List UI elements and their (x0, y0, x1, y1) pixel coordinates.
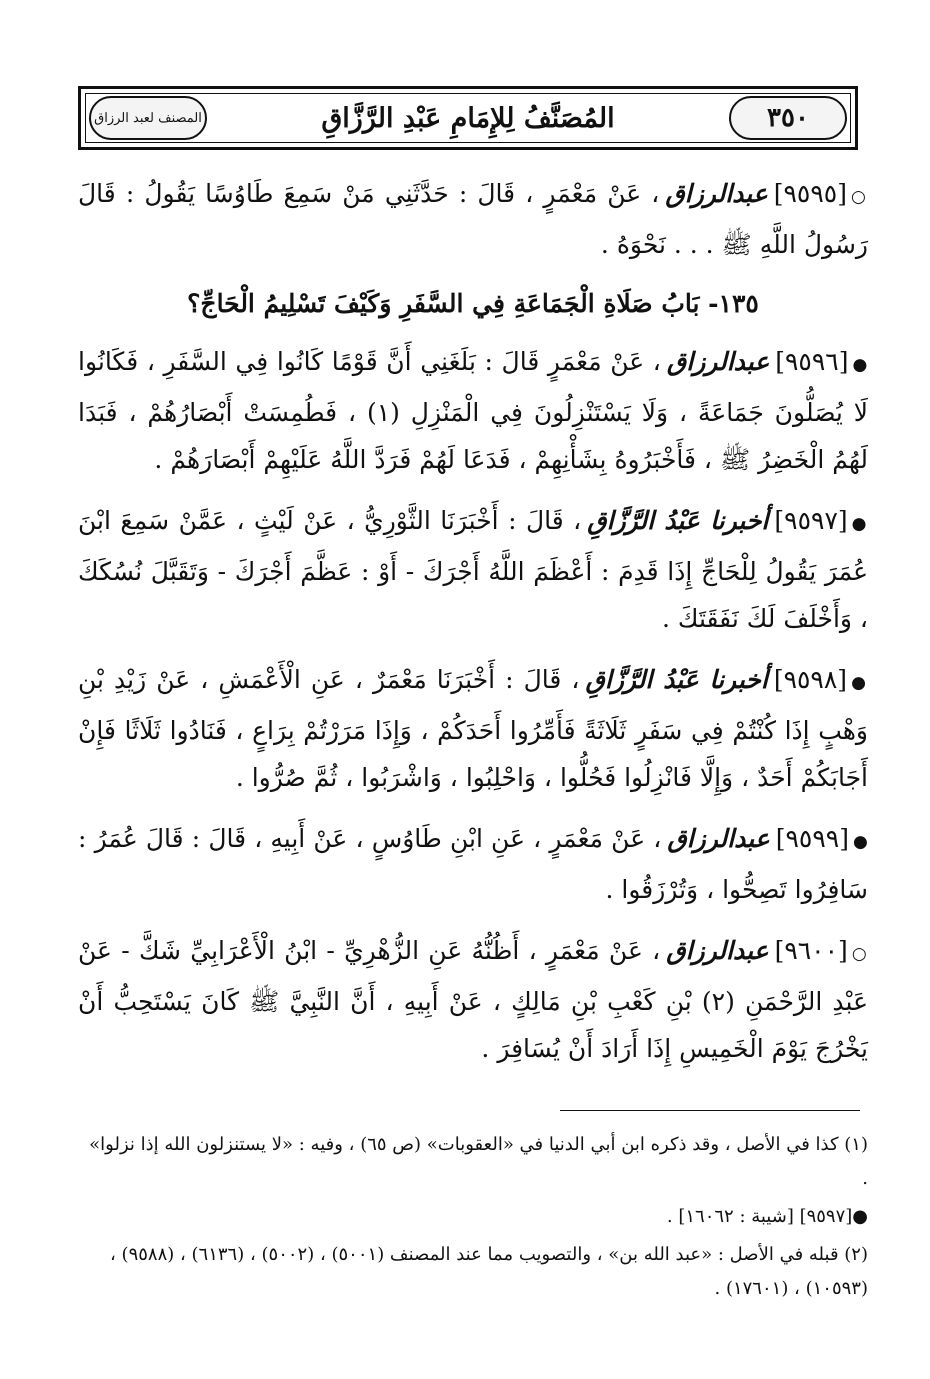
hadith-marker: ● (851, 514, 869, 534)
page-header (78, 86, 858, 150)
hadith-number: [٩٥٩٨] (773, 665, 848, 694)
hadith-number: [٩٥٩٥] (773, 179, 847, 208)
main-text (78, 170, 868, 1086)
chapter-heading: ١٣٥- بَابُ صَلَاةِ الْجَمَاعَةِ فِي السَّفَرِ وَكَيْفَ تَسْلِيمُ الْحَاجِّ؟ (187, 289, 759, 318)
hadith-paragraph (78, 497, 868, 642)
hadith-paragraph (78, 927, 868, 1072)
hadith-text: ، قَالَ : أَخْبَرَنَا مَعْمَرٌ ، عَنِ الْأَعْمَشِ ، عَنْ زَيْدِ بْنِ وَهْبٍ إِذَا كُنْتُمْ فِي سَفَرٍ ثَلَاثَةً فَأَمِّرُوا أَحَدَكُمْ ، وَإِذَا مَرَرْتُمْ بِرَاعٍ ، فَنَادُوا ثَلَاثًا فَإِنْ أَجَابَكُمْ أَحَدٌ ، وَإِلَّا فَانْزِلُوا فَحُلُّوا ، وَاحْلِبُوا ، وَاشْرَبُوا ، ثُمَّ صُرُّوا . (78, 665, 868, 792)
footnotes (78, 1128, 868, 1310)
hadith-paragraph (78, 815, 868, 913)
hadith-text: ، عَنْ مَعْمَرٍ ، قَالَ : حَدَّثَنِي مَنْ سَمِعَ طَاوُسًا يَقُولُ : قَالَ رَسُولُ اللَّهِ ﷺ . . . نَحْوَهُ . (78, 179, 868, 259)
hadith-paragraph (78, 338, 868, 483)
book-title: المُصَنَّفُ لِلإِمَامِ عَبْدِ الرَّزَّاقِ (321, 102, 615, 134)
footnote-separator (560, 1110, 860, 1111)
page-number-ornament (729, 96, 847, 140)
hadith-text: ، عَنْ مَعْمَرٍ قَالَ : بَلَغَنِي أَنَّ قَوْمًا كَانُوا فِي السَّفَرِ ، فَكَانُوا لَا يُصَلُّونَ جَمَاعَةً ، وَلَا يَسْتَنْزِلُونَ فِي الْمَنْزِلِ (١) ، فَطُمِسَتْ أَبْصَارُهُمْ ، فَبَدَا لَهُمُ الْخَضِرُ ﷺ ، فَأَخْبَرُوهُ بِشَأْنِهِمْ ، فَدَعَا لَهُمْ فَرَدَّ اللَّهُ عَلَيْهِمْ أَبْصَارَهُمْ . (78, 347, 869, 474)
hadith-paragraph (78, 656, 868, 801)
footnote: ●[٩٥٩٧] [شيبة : ١٦٠٦٢] . (666, 1206, 868, 1227)
hadith-marker: ○ (850, 187, 868, 207)
page-number: ٣٥٠ (767, 103, 809, 133)
hadith-text: ، عَنْ مَعْمَرٍ ، أَظُنُّهُ عَنِ الزُّهْرِيِّ - ابْنُ الْأَعْرَابِيِّ شَكَّ - عَنْ عَبْدِ الرَّحْمَنِ (٢) بْنِ كَعْبِ بْنِ مَالِكٍ ، عَنْ أَبِيهِ ، أَنَّ النَّبِيَّ ﷺ كَانَ يَسْتَحِبُّ أَنْ يَخْرُجَ يَوْمَ الْخَمِيسِ إِذَا أَرَادَ أَنْ يُسَافِرَ . (78, 936, 869, 1063)
hadith-source: عبدالرزاق (666, 347, 770, 376)
hadith-number: [٩٥٩٦] (775, 347, 849, 376)
hadith-source: عبدالرزاق (666, 936, 769, 965)
header-logo-text: المصنف لعبد الرزاق (94, 110, 202, 126)
hadith-source: أخبرنا عَبْدُ الرَّزَّاقِ (587, 506, 769, 535)
hadith-marker: ● (851, 673, 869, 693)
hadith-text: ، قَالَ : أَخْبَرَنَا الثَّوْرِيُّ ، عَنْ لَيْثٍ ، عَمَّنْ سَمِعَ ابْنَ عُمَرَ يَقُولُ لِلْحَاجِّ إِذَا قَدِمَ : أَعْظَمَ اللَّهُ أَجْرَكَ - أَوْ : عَظَّمَ أَجْرَكَ - وَتَقَبَّلَ نُسُكَكَ ، وَأَخْلَفَ لَكَ نَفَقَتَكَ . (78, 506, 868, 633)
footnote: (٢) قبله في الأصل : «عبد الله بن» ، والتصويب مما عند المصنف (٥٠٠١) ، (٥٠٠٢) ، (٦١٣٦) ، (٩٥٨٨) ، (١٠٥٩٣) ، (١٧٦٠١) . (110, 1244, 868, 1299)
hadith-source: عبدالرزاق (667, 824, 770, 853)
hadith-source: عبدالرزاق (665, 179, 768, 208)
hadith-marker: ○ (851, 944, 868, 964)
hadith-number: [٩٦٠٠] (774, 936, 848, 965)
hadith-number: [٩٥٩٩] (775, 824, 849, 853)
hadith-text: ، عَنْ مَعْمَرٍ ، عَنِ ابْنِ طَاوُسٍ ، عَنْ أَبِيهِ ، قَالَ : قَالَ عُمَرُ : سَافِرُوا تَصِحُّوا ، وَتُرْزَقُوا . (78, 824, 868, 904)
hadith-marker: ● (852, 832, 868, 852)
hadith-number: [٩٥٩٧] (774, 506, 848, 535)
header-logo-ornament (89, 96, 207, 140)
hadith-paragraph (78, 170, 868, 268)
hadith-source: أخبرنا عَبْدُ الرَّزَّاقِ (585, 665, 768, 694)
hadith-marker: ● (852, 355, 868, 375)
footnote: (١) كذا في الأصل ، وقد ذكره ابن أبي الدنيا في «العقوبات» (ص ٦٥) ، وفيه : «لا يستنزلون الله إذا نزلوا» . (89, 1134, 868, 1189)
